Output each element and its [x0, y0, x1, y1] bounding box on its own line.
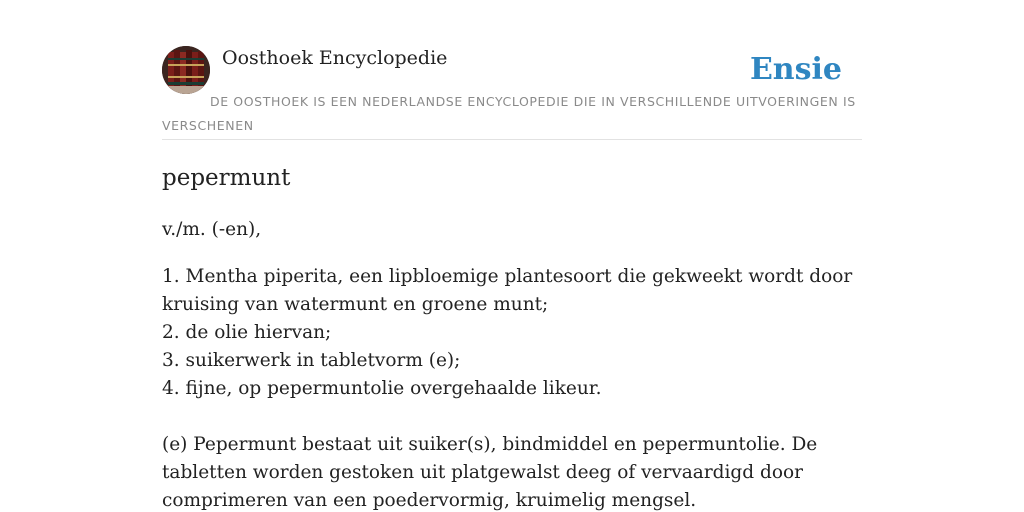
entry-title: pepermunt — [162, 165, 291, 191]
definition-item: 1. Mentha piperita, een lipbloemige plantesoort die gekweekt wordt door kruising van watermunt en groene munt; — [162, 266, 853, 315]
encyclopedia-books-icon — [162, 46, 210, 94]
entry-note: (e) Pepermunt bestaat uit suiker(s), bindmiddel en pepermuntolie. De tabletten worden gestoken uit platgewalst deeg of vervaardigd door comprimeren van een poedervormig, kruimelig mengsel. — [162, 434, 818, 511]
definition-item: 4. fijne, op pepermuntolie overgehaalde likeur. — [162, 378, 602, 399]
source-header — [162, 46, 862, 140]
source-tagline: DE OOSTHOEK IS EEN NEDERLANDSE ENCYCLOPEDIE DIE IN VERSCHILLENDE UITVOERINGEN IS VERSCHENEN — [162, 94, 856, 133]
entry-container — [162, 46, 862, 511]
definition-list — [162, 263, 862, 403]
entry-grammar: v./m. (-en), — [162, 219, 262, 240]
ensie-logo[interactable]: Ensie — [749, 52, 842, 87]
source-name[interactable]: Oosthoek Encyclopedie — [222, 47, 448, 69]
definition-item: 3. suikerwerk in tabletvorm (e); — [162, 350, 461, 371]
source-avatar[interactable] — [162, 46, 210, 94]
definition-item: 2. de olie hiervan; — [162, 322, 332, 343]
